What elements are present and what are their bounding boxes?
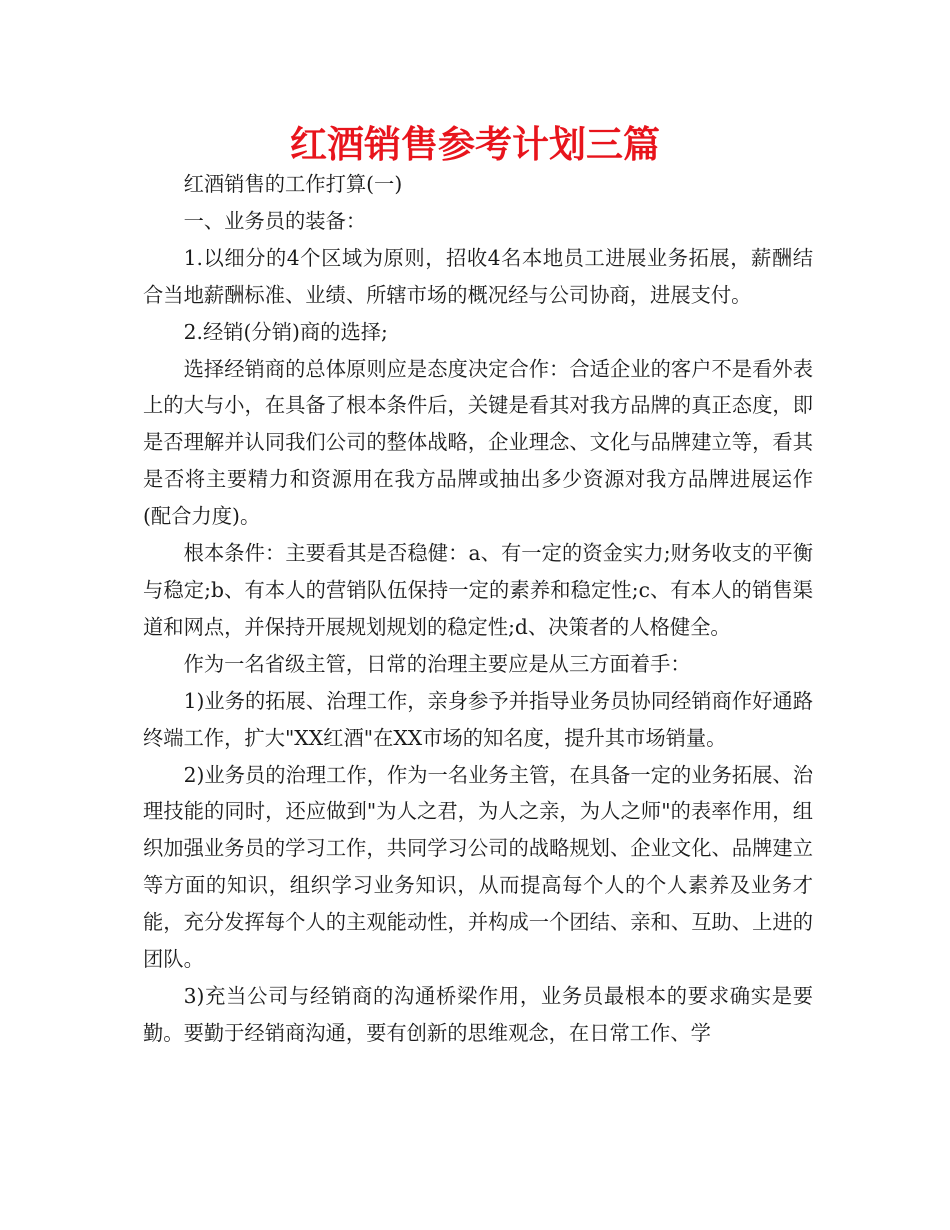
body-paragraph: 1.以细分的4个区域为原则，招收4名本地员工进展业务拓展，薪酬结合当地薪酬标准、业绩、所辖市场的概况经与公司协商，进展支付。 — [143, 245, 813, 307]
body-paragraph: 选择经销商的总体原则应是态度决定合作：合适企业的客户不是看外表上的大与小，在具备了根本条件后，关键是看其对我方品牌的真正态度，即是否理解并认同我们公司的整体战略，企业理念、文化与品牌建立等，看其是否将主要精力和资源用在我方品牌或抽出多少资源对我方品牌进展运作(配合力度)。 — [143, 356, 813, 529]
subtitle-paragraph: 红酒销售的工作打算(一) — [183, 172, 403, 196]
body-paragraph: 3)充当公司与经销商的沟通桥梁作用，业务员最根本的要求确实是要勤。要勤于经销商沟通，要有创新的思维观念，在日常工作、学 — [143, 983, 813, 1045]
body-paragraph: 2)业务员的治理工作，作为一名业务主管，在具备一定的业务拓展、治理技能的同时，还应做到"为人之君，为人之亲，为人之师"的表率作用，组织加强业务员的学习工作，共同学习公司的战略规划、企业文化、品牌建立等方面的知识，组织学习业务知识，从而提高每个人的个人素养及业务才能，充分发挥每个人的主观能动性，并构成一个团结、亲和、互助、上进的团队。 — [143, 762, 813, 972]
section-heading-paragraph: 一、业务员的装备： — [183, 208, 367, 233]
body-paragraph: 2.经销(分销)商的选择; — [183, 319, 388, 344]
document-body — [143, 166, 813, 1052]
document-title: 红酒销售参考计划三篇 — [290, 123, 660, 166]
body-paragraph: 根本条件：主要看其是否稳健：a、有一定的资金实力;财务收支的平衡与稳定;b、有本人的营销队伍保持一定的素养和稳定性;c、有本人的销售渠道和网点，并保持开展规划规划的稳定性;d、决策者的人格健全。 — [143, 541, 813, 639]
body-paragraph: 1)业务的拓展、治理工作，亲身参予并指导业务员协同经销商作好通路终端工作，扩大"XX红酒"在XX市场的知名度，提升其市场销量。 — [143, 688, 813, 750]
body-paragraph: 作为一名省级主管，日常的治理主要应是从三方面着手： — [183, 651, 691, 676]
